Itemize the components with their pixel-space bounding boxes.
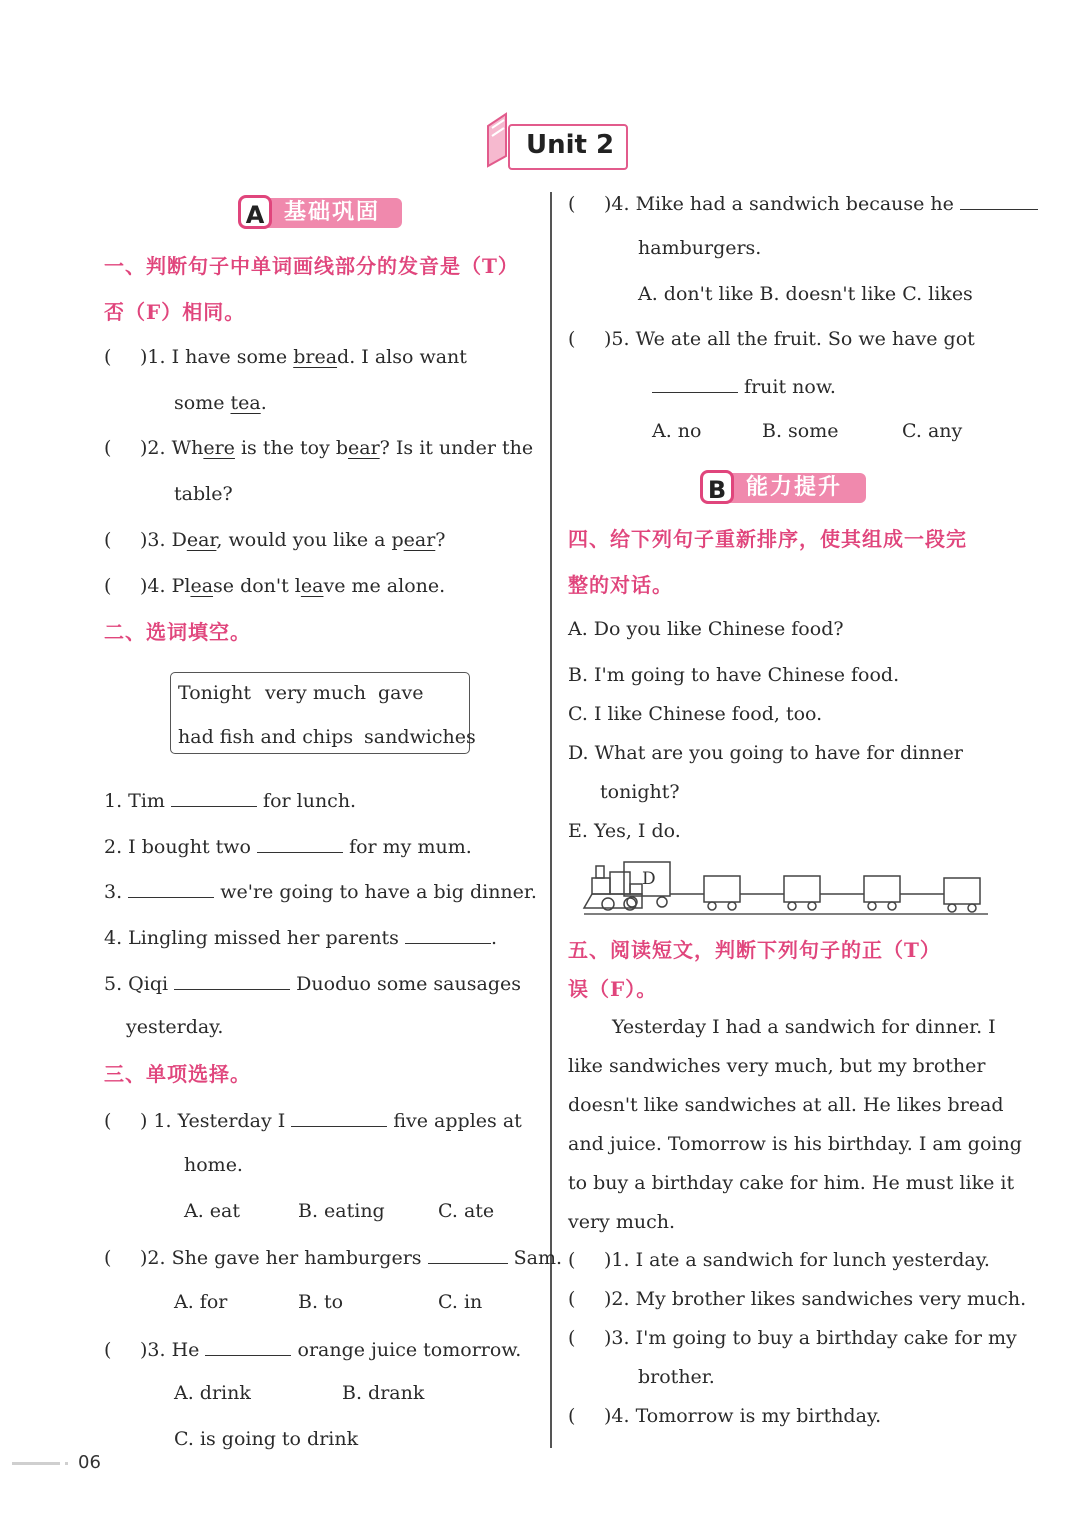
badge-letter: B [700, 470, 734, 504]
dialogue-item-cont: tonight? [600, 781, 680, 803]
dialogue-item: E. Yes, I do. [568, 820, 681, 842]
footer-line [12, 1462, 60, 1465]
badge-text: 能力提升 [746, 475, 843, 500]
part2-q4: 4. Lingling missed her parents . [104, 927, 498, 949]
part3-q4: ( )4. Mike had a sandwich because he [568, 191, 1038, 215]
part5-heading: 五、阅读短文，判断下列句子的正（T） [568, 938, 941, 962]
part1-q4: ( )4. Please don't leave me alone. [104, 575, 446, 597]
part3-q4-cont: hamburgers. [638, 237, 762, 259]
part2-q3: 3. we're going to have a big dinner. [104, 881, 537, 903]
option: B. some [762, 420, 839, 442]
option: A. for [174, 1291, 228, 1313]
passage-line: and juice. Tomorrow is his birthday. I am going [568, 1133, 1022, 1155]
option: A. eat [184, 1200, 241, 1222]
part1-q1: ( )1. I have some bread. I also want [104, 346, 467, 368]
word-bank-item: Tonight [178, 682, 251, 704]
option: B. eating [298, 1200, 385, 1222]
part3-q1: ( ) 1. Yesterday I five apples at [104, 1110, 522, 1132]
part4-heading-cont: 整的对话。 [568, 573, 673, 597]
option: B. drank [342, 1382, 425, 1404]
part5-q3-cont: brother. [638, 1366, 715, 1388]
part1-q1-cont: some tea. [174, 392, 267, 414]
page-number: 06 [78, 1452, 101, 1473]
badge-text: 基础巩固 [284, 200, 381, 225]
part1-heading-cont: 否（F）相同。 [104, 300, 246, 324]
dialogue-item: D. What are you going to have for dinner [568, 742, 963, 764]
part3-heading: 三、单项选择。 [104, 1062, 251, 1086]
part2-q5-cont: yesterday. [126, 1016, 224, 1038]
part1-q2: ( )2. Where is the toy bear? Is it under the [104, 437, 534, 459]
badge-letter: A [238, 195, 272, 229]
part2-q2: 2. I bought two for my mum. [104, 836, 472, 858]
part5-q4: ( )4. Tomorrow is my birthday. [568, 1405, 882, 1427]
option: C. ate [438, 1200, 495, 1222]
option: C. in [438, 1291, 483, 1313]
section-b-badge [702, 473, 866, 503]
part2-heading: 二、选词填空。 [104, 620, 251, 644]
option: B. to [298, 1291, 344, 1313]
part2-q5: 5. Qiqi Duoduo some sausages [104, 973, 521, 995]
passage-line: Yesterday I had a sandwich for dinner. I [612, 1016, 996, 1038]
option: C. is going to drink [174, 1428, 359, 1450]
option: A. no [652, 420, 702, 442]
part4-heading: 四、给下列句子重新排序，使其组成一段完 [568, 527, 967, 551]
option: A. drink [174, 1382, 251, 1404]
part3-q5: ( )5. We ate all the fruit. So we have got [568, 328, 975, 350]
part3-q2: ( )2. She gave her hamburgers Sam. [104, 1247, 563, 1269]
dialogue-item: B. I'm going to have Chinese food. [568, 664, 900, 686]
dialogue-item: C. I like Chinese food, too. [568, 703, 823, 725]
passage-line: to buy a birthday cake for him. He must like it [568, 1172, 1015, 1194]
word-bank-item: had fish and chips [178, 726, 354, 748]
part1-heading: 一、判断句子中单词画线部分的发音是（T） [104, 254, 519, 278]
part3-q1-cont: home. [184, 1154, 243, 1176]
footer-dot [65, 1462, 68, 1465]
passage-line: very much. [568, 1211, 676, 1233]
word-bank-item: very much [265, 682, 366, 704]
part1-q2-cont: table? [174, 483, 233, 505]
unit-title: Unit 2 [526, 130, 615, 160]
part5-heading-cont: 误（F）。 [568, 977, 658, 1001]
section-a-badge [240, 198, 402, 228]
word-bank-item: gave [378, 682, 424, 704]
part3-q5-cont: fruit now. [652, 374, 836, 398]
part3-q3: ( )3. He orange juice tomorrow. [104, 1339, 522, 1361]
part5-q1: ( )1. I ate a sandwich for lunch yesterday. [568, 1249, 990, 1271]
option-row: A. don't like B. doesn't like C. likes [638, 283, 973, 305]
part5-q3: ( )3. I'm going to buy a birthday cake for my [568, 1327, 1017, 1349]
dialogue-item: A. Do you like Chinese food? [568, 618, 844, 640]
passage-line: doesn't like sandwiches at all. He likes bread [568, 1094, 1004, 1116]
word-bank-item: sandwiches [364, 726, 476, 748]
part2-q1: 1. Tim for lunch. [104, 790, 357, 812]
part5-q2: ( )2. My brother likes sandwiches very much. [568, 1288, 1027, 1310]
train-first-letter: D [642, 869, 656, 889]
passage-line: like sandwiches very much, but my brother [568, 1055, 986, 1077]
train-illustration [580, 858, 992, 918]
part1-q3: ( )3. Dear, would you like a pear? [104, 529, 446, 551]
option: C. any [902, 420, 963, 442]
